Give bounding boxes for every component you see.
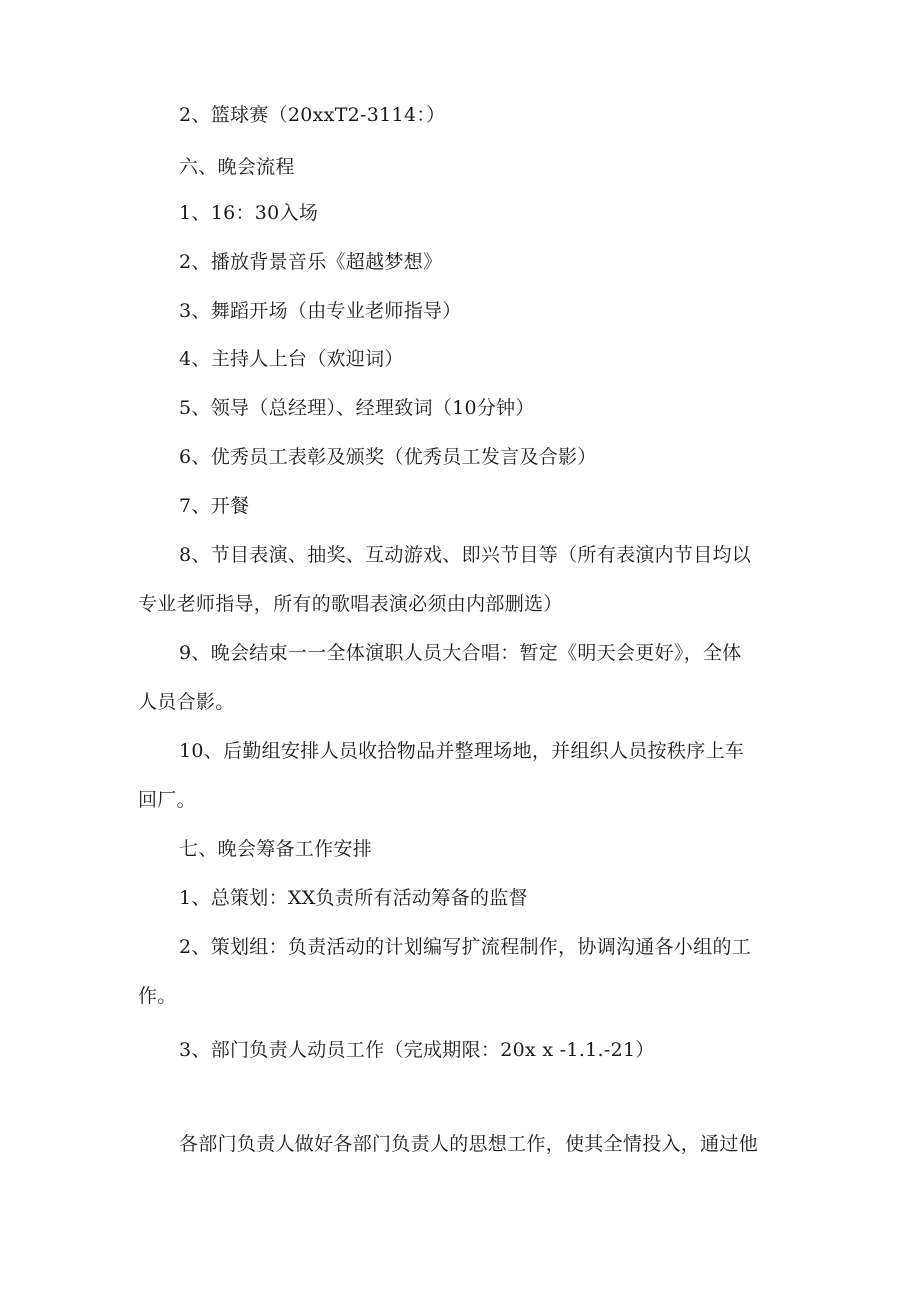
text-line-entry: 1、16：30入场: [179, 202, 319, 224]
text-line-department-mobilization: 3、部门负责人动员工作（完成期限：20x x -1.1.-21）: [179, 1039, 655, 1061]
text-line-closing-cont: 人员合影。: [138, 691, 235, 713]
section-heading-program-flow: 六、晚会流程: [179, 156, 295, 178]
text-line-basketball: 2、篮球赛（20xxT2-3114：）: [179, 104, 446, 126]
text-line-chief-planner: 1、总策划：XX负责所有活动筹备的监督: [179, 887, 528, 909]
text-line-planning-group-cont: 作。: [138, 985, 177, 1007]
text-line-department-heads: 各部门负责人做好各部门负责人的思想工作，使其全情投入，通过他: [179, 1133, 759, 1155]
text-line-host: 4、主持人上台（欢迎词）: [179, 348, 404, 370]
text-line-performances-cont: 专业老师指导，所有的歌唱表演必须由内部删选）: [138, 593, 563, 615]
text-line-leader-speech: 5、领导（总经理）、经理致词（10分钟）: [179, 397, 535, 419]
section-heading-preparation: 七、晚会筹备工作安排: [179, 838, 373, 860]
text-line-dance-opening: 3、舞蹈开场（由专业老师指导）: [179, 300, 462, 322]
text-line-awards: 6、优秀员工表彰及颁奖（优秀员工发言及合影）: [179, 446, 597, 468]
text-line-logistics: 10、后勤组安排人员收拾物品并整理场地，并组织人员按秩序上车: [179, 740, 745, 762]
text-line-dinner: 7、开餐: [179, 495, 250, 517]
text-line-performances: 8、节目表演、抽奖、互动游戏、即兴节目等（所有表演内节目均以: [179, 544, 752, 566]
text-line-logistics-cont: 回厂。: [138, 789, 196, 811]
text-line-planning-group: 2、策划组：负责活动的计划编写扩流程制作，协调沟通各小组的工: [179, 936, 752, 958]
text-line-closing: 9、晚会结束一一全体演职人员大合唱：暂定《明天会更好》，全体: [179, 642, 742, 664]
text-line-background-music: 2、播放背景音乐《超越梦想》: [179, 251, 443, 273]
